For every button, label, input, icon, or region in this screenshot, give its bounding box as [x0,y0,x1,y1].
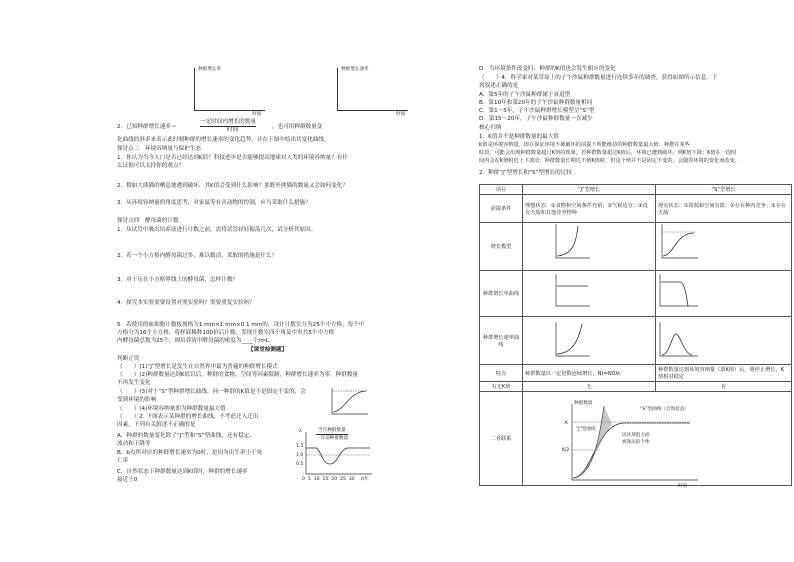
relation-note2: 被淘汰的个体 [622,440,650,445]
j-rate-chart [552,272,592,310]
row-rate-label: 种群增长率曲线 [480,271,523,317]
j-speed-chart [552,320,592,360]
p4-q3: 3．对于压在小方格界线上的酵母菌，怎样计数？ [117,277,239,283]
option-c2: 接近于0 [117,477,138,483]
row-premise-s: 现实状态：①资源和空间有限；②存在种内竞争；③存在天敌 [656,195,792,223]
row-feature-label: 特点 [480,365,523,382]
p4-q5b: 方格分为16个小方格，将样液稀释100倍后计数，发现计数室四个角及中央共5个中方格 [117,330,335,336]
th-item: 项目 [480,185,523,195]
row-feature-s: 种群数量达到环境容纳量（即K值）后，将停止增长，K值相对稳定 [656,365,792,382]
lambda-title: 当年种群数量 [318,428,346,433]
table-row [480,382,792,392]
p4-q1: 1．从试管中吸出培养液进行计数之前，需将试管轻轻振荡几次，试分析其原因。 [117,227,317,233]
lambda-xunit: t/年 [361,477,369,482]
row-model-label: 增长模型 [480,223,523,271]
tick-20: 20 [331,477,338,482]
section-three-title: 探讨点三 环境容纳量与保护生态 [117,146,201,152]
core-1: 1．K值并不是种群数量的最大值 [479,134,559,140]
q2-part-a: 2．已知种群增长速率＝ [117,124,177,130]
core-1b: 时段，可能会出现种群数量超过K值的现象，若种群数量超过K值后，环境已遭到破坏，则K值下降；K值在一段时 [479,150,737,156]
q2-part-d: ，也可用种群数量变 [272,124,323,130]
option-c: C．自然状态下种群数量达到K值时，种群的增长速率 [117,469,248,475]
option-a: A．种群的数量变化除了“J”型和“S”型曲线，还有稳定、 [117,433,255,439]
q4-option-d: D．第15～20年，子午沙鼠种群数量一直减少 [479,116,593,122]
table-row [480,317,792,365]
p3-q1b: 么证据可以支持你的观点？ [117,163,185,169]
table-row [480,271,792,317]
row-speed-label: 种群增长速率曲线 [480,317,523,365]
table-row [480,195,792,223]
table-row [480,365,792,382]
section-heading: 【课堂检测题】 [248,347,288,353]
judge-title: 判断正误 [117,356,140,362]
tick-10: 10 [313,477,320,482]
chart1-xlabel: 时间 [252,112,262,117]
question-4: （ ）4．科学家对某草原上的子午沙鼠种群数量进行连续多年的调查，获得如图所示信息。下 [479,75,718,81]
lambda-symbol: λ [299,429,302,434]
p4-q2: 2．若一个小方格内酵母菌过多，难以数清，采取的措施是什么？ [117,253,278,259]
tick-5: 5 [307,477,311,482]
relation-note1: 因环境阻力而 [622,433,650,438]
relation-j-label: “J”型曲线 [576,427,596,432]
question-4b: 列叙述正确的是 [479,83,519,89]
judge-3b: 受到环境的影响 [117,397,157,403]
th-s: “S”型增长 [656,185,792,195]
row-feature-j: 种群数量以一定倍数连续增长，Nt=N0λt [523,365,656,382]
option-b: B．b点所对应的种群增长速率为0时，是因为出生率小于死 [117,450,263,456]
lambda-xticks [302,476,355,483]
tick-30: 30 [348,477,355,482]
section-four-title: 探讨点四 酵母菌的计数 [117,218,179,224]
row-premise-label: 前提条件 [480,195,523,223]
q4-option-a: A．第5年的子午沙鼠种群属于衰退型 [479,92,571,98]
judge3-curve [330,386,370,416]
judge-5b: 因素，下列有关叙述不正确的是 [117,422,196,428]
relation-k: K [565,421,569,426]
q4-option-b: B．第10年和第20年的子午沙鼠种群数量相同 [479,100,593,106]
tick-15: 15 [322,477,329,482]
relation-xlabel: 时间 [678,484,688,489]
p4-q5a: 5．若使用的血细胞计数板规格为1 mm×1 mm×0.1 mm的，设计计数室分为25个中方格，每个中 [117,322,365,328]
chart1-ylabel: 种群增长率 [198,67,221,72]
option-d: D．当环境条件改变时，种群的K值也会发生相应的变化 [479,66,616,72]
judge-5: （ ）2. 下图表示某种群的增长曲线，不考虑迁入迁出 [117,414,259,420]
lambda-ytick-10: 1.0 [296,453,304,458]
q2-fraction-bottom: 时间 [227,127,239,133]
th-j: “J”型增长 [523,185,656,195]
judge-2b: 不再发生变化 [117,380,151,386]
p3-q3: 3．从环境容纳量的角度思考，对家鼠等有害动物的控制，应当采取什么措施？ [117,200,311,206]
p3-q1: 1．你认为当今人口是否已经达到K值？科技进步是否能够提高地球对人类的环境容纳量？有什 [117,155,348,161]
judge-3: （ ）(3)对于“S”型种群增长曲线，同一种群的K值是不是固定不变的，会 [117,389,306,395]
core-2: 2．种群“J”型增长和“S”型增长的比较 [479,170,572,176]
q2-part-e: 化曲线的斜率来表示此时刻种群的增长速率的变化趋势，并在下图中绘出其变化曲线。 [117,137,330,143]
growth-rate-axes [194,68,265,111]
lambda-ytick-05: 0.5 [296,462,304,467]
q2-fraction-top: 一定时间内增长的数量 [200,119,256,125]
q4-option-c: C．第1～5年，子午沙鼠种群增长模型呈“S”型 [479,108,595,114]
core-1a: K值是环境容纳量，即在保证环境不被破坏的前提下所能维持的种群数量最大值；种群在某些 [479,142,690,148]
relation-ylabel: 种群数量 [574,401,593,406]
p4-q4: 4．探究本实验需要设置对照实验吗？需要重复实验吗？ [117,300,255,306]
table-row [480,223,792,271]
row-k-j: 无 [523,382,656,392]
chart2-xlabel: 时间 [396,112,406,117]
lambda-ytick-15: 1.5 [296,444,304,449]
p3-q2: 2．假如大熊猫的栖息地遭到破坏，其K值会受到什么影响？那野外熊猫的数量又会如何变化？ [117,183,348,189]
table-header-row [480,185,792,195]
j-model-chart [552,222,592,262]
growth-speed-axes [337,68,408,111]
p4-q5c: 内酵母菌总数为25个，则培养液中酵母菌的密度为____个/mL。 [117,338,275,344]
row-k-label: 有无K值 [480,382,523,392]
row-k-s: 有 [656,382,792,392]
judge-1: （ ）(1)“J”型增长是发生在自然界中最为普遍的种群增长模式 [117,364,278,370]
relation-k2: K/2 [562,448,570,453]
judge-4: （ ）(4)环境容纳量即为种群数量最大值 [117,406,226,412]
judge-2: （ ）(2)种群数量达到K值以后，种群的食物、空间等因素限制，种群增长速率为零，种群数量 [117,372,358,378]
lambda-sub: 一年前种群数量 [316,436,349,441]
core-1c: 间内会在K值附近上下波动；种群数量长期达不到K值时，但这个值并不是固定不变的，会随着环境的变化而改变。 [479,158,740,164]
row-relation-label: 二者联系 [480,392,523,486]
row-premise-j: 理想状态：①食物和空间条件充裕；②气候适宜；③没有天敌和其他竞争物种 [523,195,656,223]
option-a2: 波动和下降等 [117,441,151,447]
chart2-ylabel: 种群增长速率 [341,67,369,72]
core-summary: 核心归纳 [479,125,502,131]
tick-25: 25 [340,477,346,482]
tick-0: 0 [302,477,305,482]
option-b2: 亡率 [117,458,129,464]
s-model-chart [656,222,700,262]
relation-s-label: “S”型曲线（自然状态） [640,407,690,412]
s-rate-chart [656,272,700,310]
s-speed-chart [656,320,700,360]
